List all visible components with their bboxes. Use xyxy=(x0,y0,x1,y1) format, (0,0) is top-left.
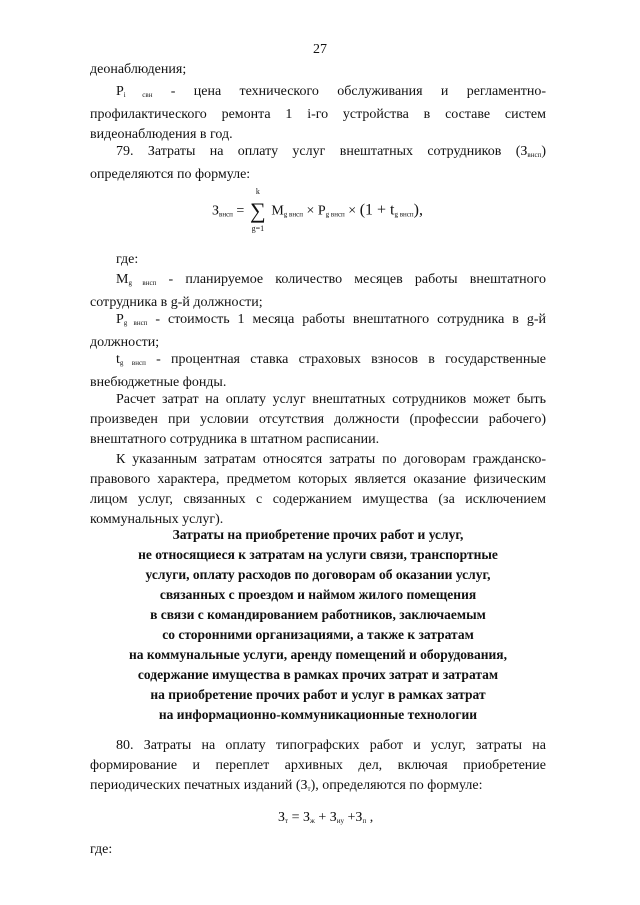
subscript: g внсп xyxy=(119,359,146,367)
heading-line: связанных с проездом и наймом жилого помещения xyxy=(159,587,477,602)
subscript: g внсп xyxy=(325,210,345,219)
formula-term: = З xyxy=(288,810,310,825)
formula-close: ), xyxy=(413,201,423,219)
item-80-end: ), определяются по формуле: xyxy=(310,778,483,793)
symbol: P xyxy=(116,312,124,327)
formula-lhs: З xyxy=(212,203,220,219)
definition-t xyxy=(90,350,546,393)
formula-lhs: З xyxy=(278,810,286,825)
subscript: внсп xyxy=(219,210,233,219)
heading-line: Затраты на приобретение прочих работ и услуг, xyxy=(172,527,464,542)
subscript: g внсп xyxy=(394,210,414,219)
item-80 xyxy=(90,736,546,799)
symbol: t xyxy=(116,352,120,367)
item-79-end: ) определяются по формуле: xyxy=(90,144,546,182)
subscript: g внсп xyxy=(128,279,157,287)
text-line: деонаблюдения; xyxy=(90,62,187,77)
calculation-paragraph: Расчет затрат на оплату услуг внештатных сотрудников может быть произведен при условии отсутствия должности (профессии рабочего) внештатного сотрудника в штатном расписании. xyxy=(90,392,546,447)
where-label: где: xyxy=(116,252,139,267)
subscript: g внсп xyxy=(123,319,148,327)
times-sign: × xyxy=(302,203,318,219)
section-heading xyxy=(90,525,546,725)
subscript: внсп xyxy=(527,151,542,159)
formula-t xyxy=(278,810,373,826)
heading-line: на приобретение прочих работ и услуг в рамках затрат xyxy=(150,687,486,702)
definition-text: - планируемое количество месяцев работы внештатного сотрудника в g-й должности; xyxy=(90,272,546,310)
symbol: P xyxy=(116,84,124,99)
subscript: п xyxy=(362,817,367,825)
heading-line: содержание имущества в рамках прочих затрат и затратам xyxy=(137,667,499,682)
heading-line: со сторонними организациями, а также к затратам xyxy=(162,627,474,642)
heading-line: в связи с командированием работников, заключаемым xyxy=(150,607,486,622)
definition-text: - процентная ставка страховых взносов в государственные внебюджетные фонды. xyxy=(90,352,546,390)
subscript: т xyxy=(285,817,289,825)
formula-p: P xyxy=(317,203,326,219)
subscript: иу xyxy=(336,817,345,825)
subscript: i свн xyxy=(123,91,153,99)
page-number: 27 xyxy=(313,42,327,57)
formula-vnsp xyxy=(212,187,423,233)
sum-operator xyxy=(248,187,268,233)
item-79 xyxy=(90,142,546,185)
item-79-text: 79. Затраты на оплату услуг внештатных сотрудников (З xyxy=(116,144,528,159)
symbol: M xyxy=(116,272,129,287)
times-sign: × xyxy=(344,203,360,219)
formula-paren: (1 + t xyxy=(359,201,395,219)
sigma-symbol: ∑ xyxy=(249,198,266,223)
item-80-text: 80. Затраты на оплату типографских работ и услуг, затраты на формирование и переплет архивных дел, включая приобретение периодических печатных изданий (З xyxy=(90,738,546,793)
formula-term: +З xyxy=(344,810,363,825)
heading-line: услуги, оплату расходов по договорам об оказании услуг, xyxy=(145,567,491,582)
definition-p-i-svn xyxy=(90,82,546,145)
subscript: ж xyxy=(310,817,315,825)
equals-sign: = xyxy=(232,203,248,219)
formula-end: , xyxy=(366,810,374,825)
subscript: g внсп xyxy=(283,210,303,219)
formula-m: M xyxy=(271,203,284,219)
heading-line: на коммунальные услуги, аренду помещений и оборудования, xyxy=(128,647,507,662)
sum-lower-limit: g=1 xyxy=(251,224,265,233)
definition-m xyxy=(90,270,546,313)
where-label: где: xyxy=(90,842,113,857)
subscript: т xyxy=(307,785,311,793)
definition-text: - цена технического обслуживания и регламентно-профилактического ремонта 1 i-го устройства в составе систем видеонаблюдения в год. xyxy=(90,84,546,142)
heading-line: не относящиеся к затратам на услуги связи, транспортные xyxy=(138,547,498,562)
costs-paragraph: К указанным затратам относятся затраты по договорам гражданско-правового характера, предметом которых является оказание физическим лицом услуг, связанных с содержанием имущества (за исключением коммунальных услуг). xyxy=(90,452,546,527)
definition-p xyxy=(90,310,546,353)
definition-text: - стоимость 1 месяца работы внештатного сотрудника в g-й должности; xyxy=(90,312,546,350)
formula-term: + З xyxy=(314,810,337,825)
sum-upper-limit: k xyxy=(255,187,260,196)
heading-line: на информационно-коммуникационные технологии xyxy=(158,707,478,722)
